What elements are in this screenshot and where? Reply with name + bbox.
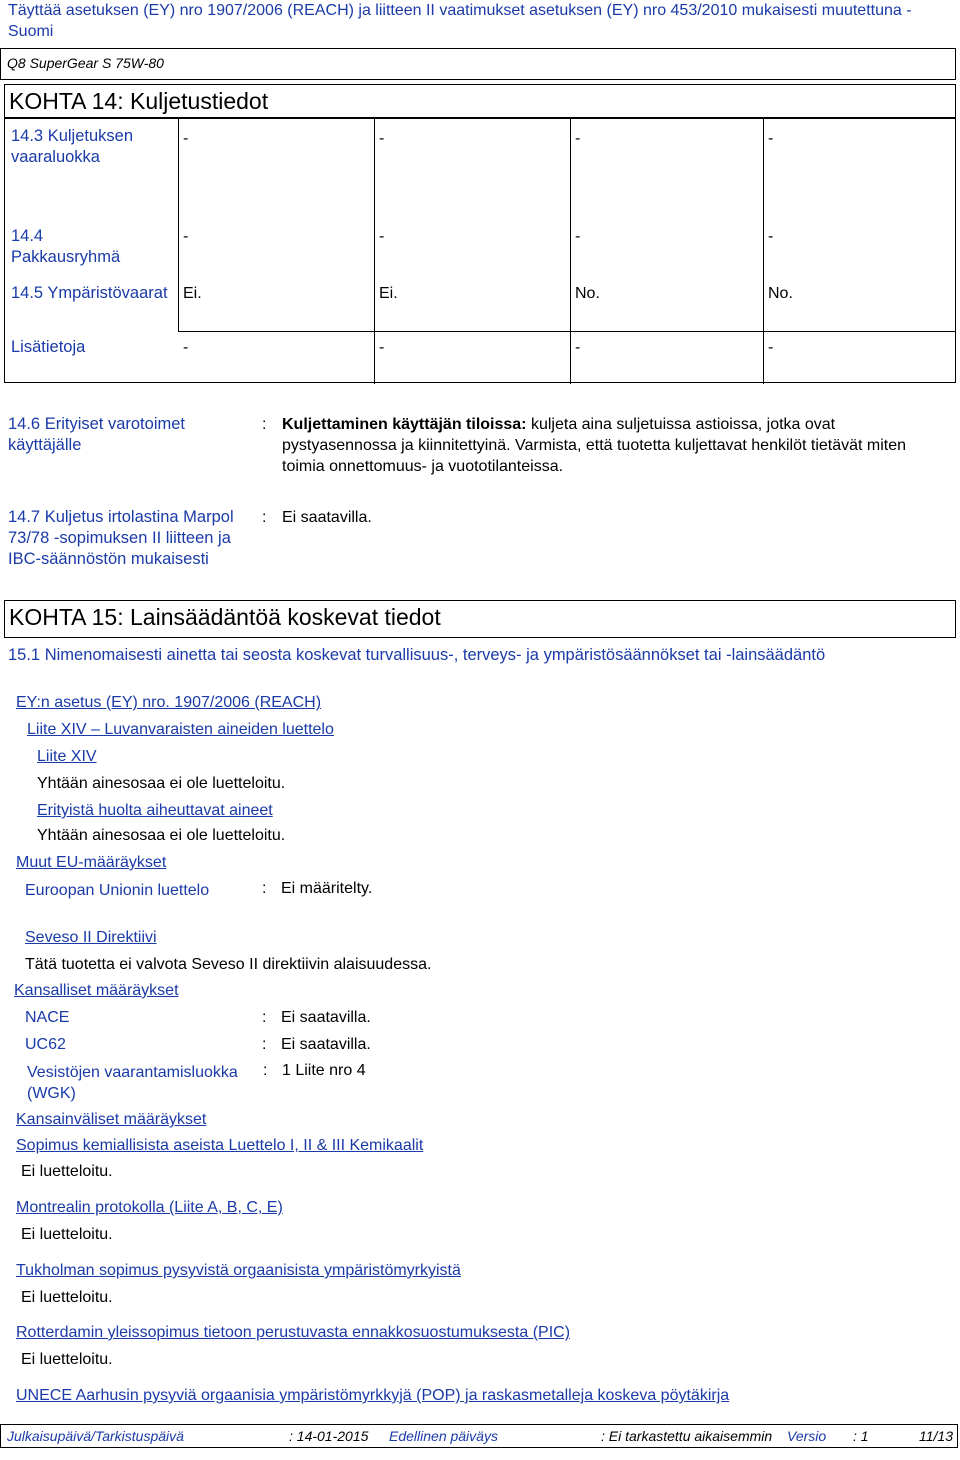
table-divider xyxy=(178,331,956,332)
table-cell: Ei. xyxy=(183,285,202,302)
table-cell: No. xyxy=(575,285,600,302)
table-cell: - xyxy=(183,228,189,245)
cwc-value: Ei luetteloitu. xyxy=(21,1163,113,1180)
document-header-title: Täyttää asetuksen (EY) nro 1907/2006 (REACH) ja liitteen II vaatimukset asetuksen (EY) nro 453/2010 mukaisesti muutettuna - Suomi xyxy=(8,2,912,40)
svhc-value: Yhtään ainesosaa ei ole luetteloitu. xyxy=(37,827,286,844)
row-label-environmental-hazards: 14.5 Ympäristövaarat xyxy=(11,284,168,302)
table-divider xyxy=(570,119,571,384)
precautions-label: 14.6 Erityiset varotoimet käyttäjälle xyxy=(8,415,185,454)
table-cell: - xyxy=(575,339,581,356)
issue-date-label: Julkaisupäivä/Tarkistuspäivä xyxy=(7,1428,184,1444)
montreal-link[interactable]: Montrealin protokolla (Liite A, B, C, E) xyxy=(16,1199,283,1216)
table-cell: - xyxy=(768,339,774,356)
seveso-link[interactable]: Seveso II Direktiivi xyxy=(25,929,157,946)
page-number: 11/13 xyxy=(919,1428,953,1444)
table-cell: No. xyxy=(768,285,793,302)
section-15-heading-box xyxy=(4,600,956,638)
svhc-link[interactable]: Erityistä huolta aiheuttavat aineet xyxy=(37,802,273,819)
nace-value: Ei saatavilla. xyxy=(281,1009,371,1026)
rotterdam-link[interactable]: Rotterdamin yleissopimus tietoon perustuvasta ennakkosuostumuksesta (PIC) xyxy=(16,1324,571,1341)
rotterdam-value: Ei luetteloitu. xyxy=(21,1351,113,1368)
colon: : xyxy=(262,880,267,897)
annex-xiv-value: Yhtään ainesosaa ei ole luetteloitu. xyxy=(37,775,286,792)
unece-link[interactable]: UNECE Aarhusin pysyviä orgaanisia ympäristömyrkkyjä (POP) ja raskasmetalleja koskeva pöytäkirja xyxy=(16,1387,730,1404)
nace-label: NACE xyxy=(25,1009,70,1026)
table-cell: - xyxy=(575,130,581,147)
table-cell: - xyxy=(379,339,385,356)
section-15-title: KOHTA 15: Lainsäädäntöä koskevat tiedot xyxy=(9,604,441,630)
eu-list-label: Euroopan Unionin luettelo xyxy=(25,882,210,899)
annex-xiv-link[interactable]: Liite XIV xyxy=(37,748,97,765)
stockholm-link[interactable]: Tukholman sopimus pysyvistä orgaanisista ympäristömyrkyistä xyxy=(16,1262,461,1279)
table-divider xyxy=(763,119,764,384)
wgk-label: Vesistöjen vaarantamisluokka (WGK) xyxy=(27,1064,238,1102)
table-cell: - xyxy=(575,228,581,245)
row-label-hazard-class: 14.3 Kuljetuksen vaaraluokka xyxy=(11,127,134,166)
cwc-link[interactable]: Sopimus kemiallisista aseista Luettelo I, II & III Kemikaalit xyxy=(16,1137,424,1154)
section-14-title: KOHTA 14: Kuljetustiedot xyxy=(9,88,269,114)
product-name: Q8 SuperGear S 75W-80 xyxy=(7,55,164,71)
national-link[interactable]: Kansalliset määräykset xyxy=(14,982,179,999)
row-label-additional-info: Lisätietoja xyxy=(11,338,86,356)
table-cell: - xyxy=(183,130,189,147)
table-divider xyxy=(374,119,375,384)
precautions-bold-lead: Kuljettaminen käyttäjän tiloissa: xyxy=(282,416,527,433)
table-cell: - xyxy=(768,228,774,245)
colon: : xyxy=(262,416,267,433)
version-label: Versio xyxy=(787,1428,827,1444)
reach-link[interactable]: EY:n asetus (EY) nro. 1907/2006 (REACH) xyxy=(16,694,322,711)
annex-xiv-list-link[interactable]: Liite XIV – Luvanvaraisten aineiden luettelo xyxy=(27,721,334,738)
colon: : xyxy=(262,1036,267,1053)
table-cell: - xyxy=(183,339,189,356)
issue-date-value: : 14-01-2015 xyxy=(289,1428,369,1444)
precautions-text xyxy=(282,414,942,477)
previous-date-label: Edellinen päiväys xyxy=(389,1428,498,1444)
product-name-box xyxy=(0,48,956,80)
wgk-value: 1 Liite nro 4 xyxy=(282,1062,366,1079)
uc62-label: UC62 xyxy=(25,1036,66,1053)
table-cell: - xyxy=(379,130,385,147)
international-link[interactable]: Kansainväliset määräykset xyxy=(16,1111,207,1128)
montreal-value: Ei luetteloitu. xyxy=(21,1226,113,1243)
section-15-1-heading: 15.1 Nimenomaisesti ainetta tai seosta koskevat turvallisuus-, terveys- ja ympäristösäännökset tai -lainsäädäntö xyxy=(8,646,826,664)
table-cell: - xyxy=(379,228,385,245)
table-divider xyxy=(178,119,179,332)
eu-list-value: Ei määritelty. xyxy=(281,880,373,897)
bulk-transport-value: Ei saatavilla. xyxy=(282,509,372,526)
stockholm-value: Ei luetteloitu. xyxy=(21,1289,113,1306)
colon: : xyxy=(263,1062,268,1079)
colon: : xyxy=(262,1009,267,1026)
seveso-text: Tätä tuotetta ei valvota Seveso II direktiivin alaisuudessa. xyxy=(25,956,432,973)
table-cell: - xyxy=(768,130,774,147)
uc62-value: Ei saatavilla. xyxy=(281,1036,371,1053)
page-footer xyxy=(0,1424,958,1448)
section-14-heading-box xyxy=(4,84,956,118)
row-label-packing-group: 14.4 Pakkausryhmä xyxy=(11,227,121,266)
transport-table xyxy=(4,118,956,383)
previous-date-value: : Ei tarkastettu aikaisemmin xyxy=(601,1428,773,1444)
colon: : xyxy=(262,509,267,526)
other-eu-link[interactable]: Muut EU-määräykset xyxy=(16,854,167,871)
version-value: : 1 xyxy=(853,1428,869,1444)
bulk-transport-label: 14.7 Kuljetus irtolastina Marpol 73/78 -sopimuksen II liitteen ja IBC-säännöstön mukaisesti xyxy=(8,508,234,568)
table-cell: Ei. xyxy=(379,285,398,302)
precautions-body: kuljeta aina suljetuissa astioissa, jotka ovat pystyasennossa ja kiinnitettyinä. Varmista, että tuotetta kuljettavat henkilöt tietävät miten toimia onnettomuus- ja vuototilanteissa. xyxy=(282,416,907,475)
